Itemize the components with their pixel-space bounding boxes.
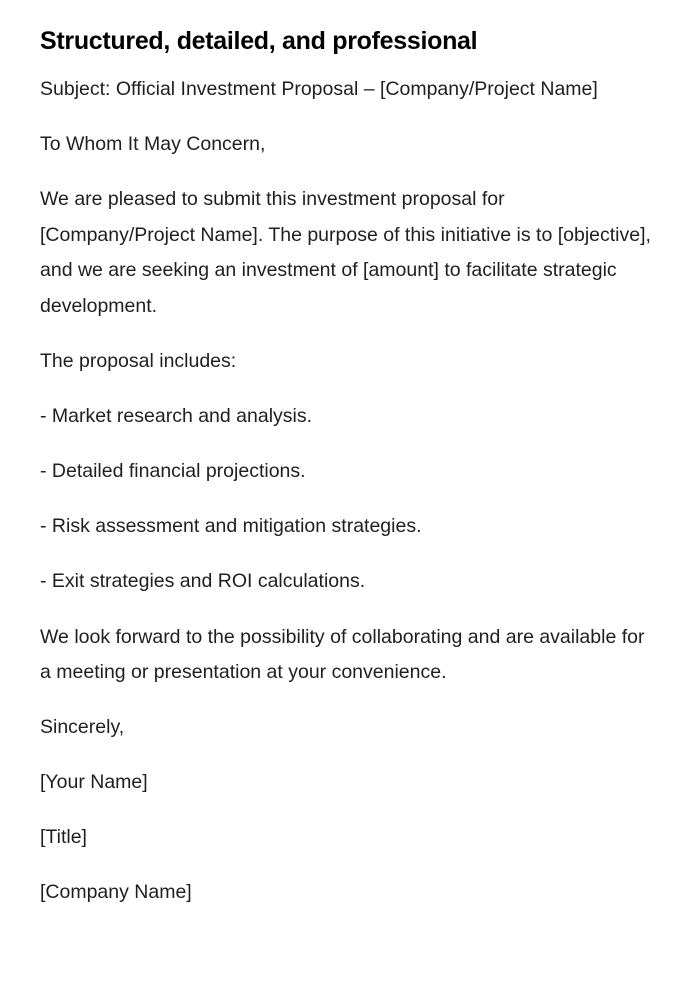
- list-item-market-research: - Market research and analysis.: [40, 404, 313, 427]
- signature-company: [Company Name]: [40, 881, 192, 904]
- subject-line: Subject: Official Investment Proposal – [Company/Project Name]: [40, 78, 598, 100]
- signature-title: [Title]: [40, 826, 87, 849]
- list-item-financial-projections: - Detailed financial projections.: [40, 459, 306, 482]
- sign-off: Sincerely,: [40, 716, 125, 739]
- list-item-risk-assessment: - Risk assessment and mitigation strategies.: [40, 515, 422, 538]
- signature-name: [Your Name]: [40, 771, 148, 794]
- intro-paragraph: We are pleased to submit this investment proposal for [Company/Project Name]. The purpose of this initiative is to [objective], and we are seeking an investment of [amount] to facilitate strategic development.: [40, 188, 651, 317]
- list-item-exit-strategies: - Exit strategies and ROI calculations.: [40, 570, 366, 593]
- salutation: To Whom It May Concern,: [40, 133, 266, 155]
- list-heading: The proposal includes:: [40, 349, 237, 372]
- document-title: Structured, detailed, and professional: [40, 27, 478, 55]
- closing-paragraph: We look forward to the possibility of collaborating and are available for a meeting or presentation at your convenience.: [40, 625, 645, 684]
